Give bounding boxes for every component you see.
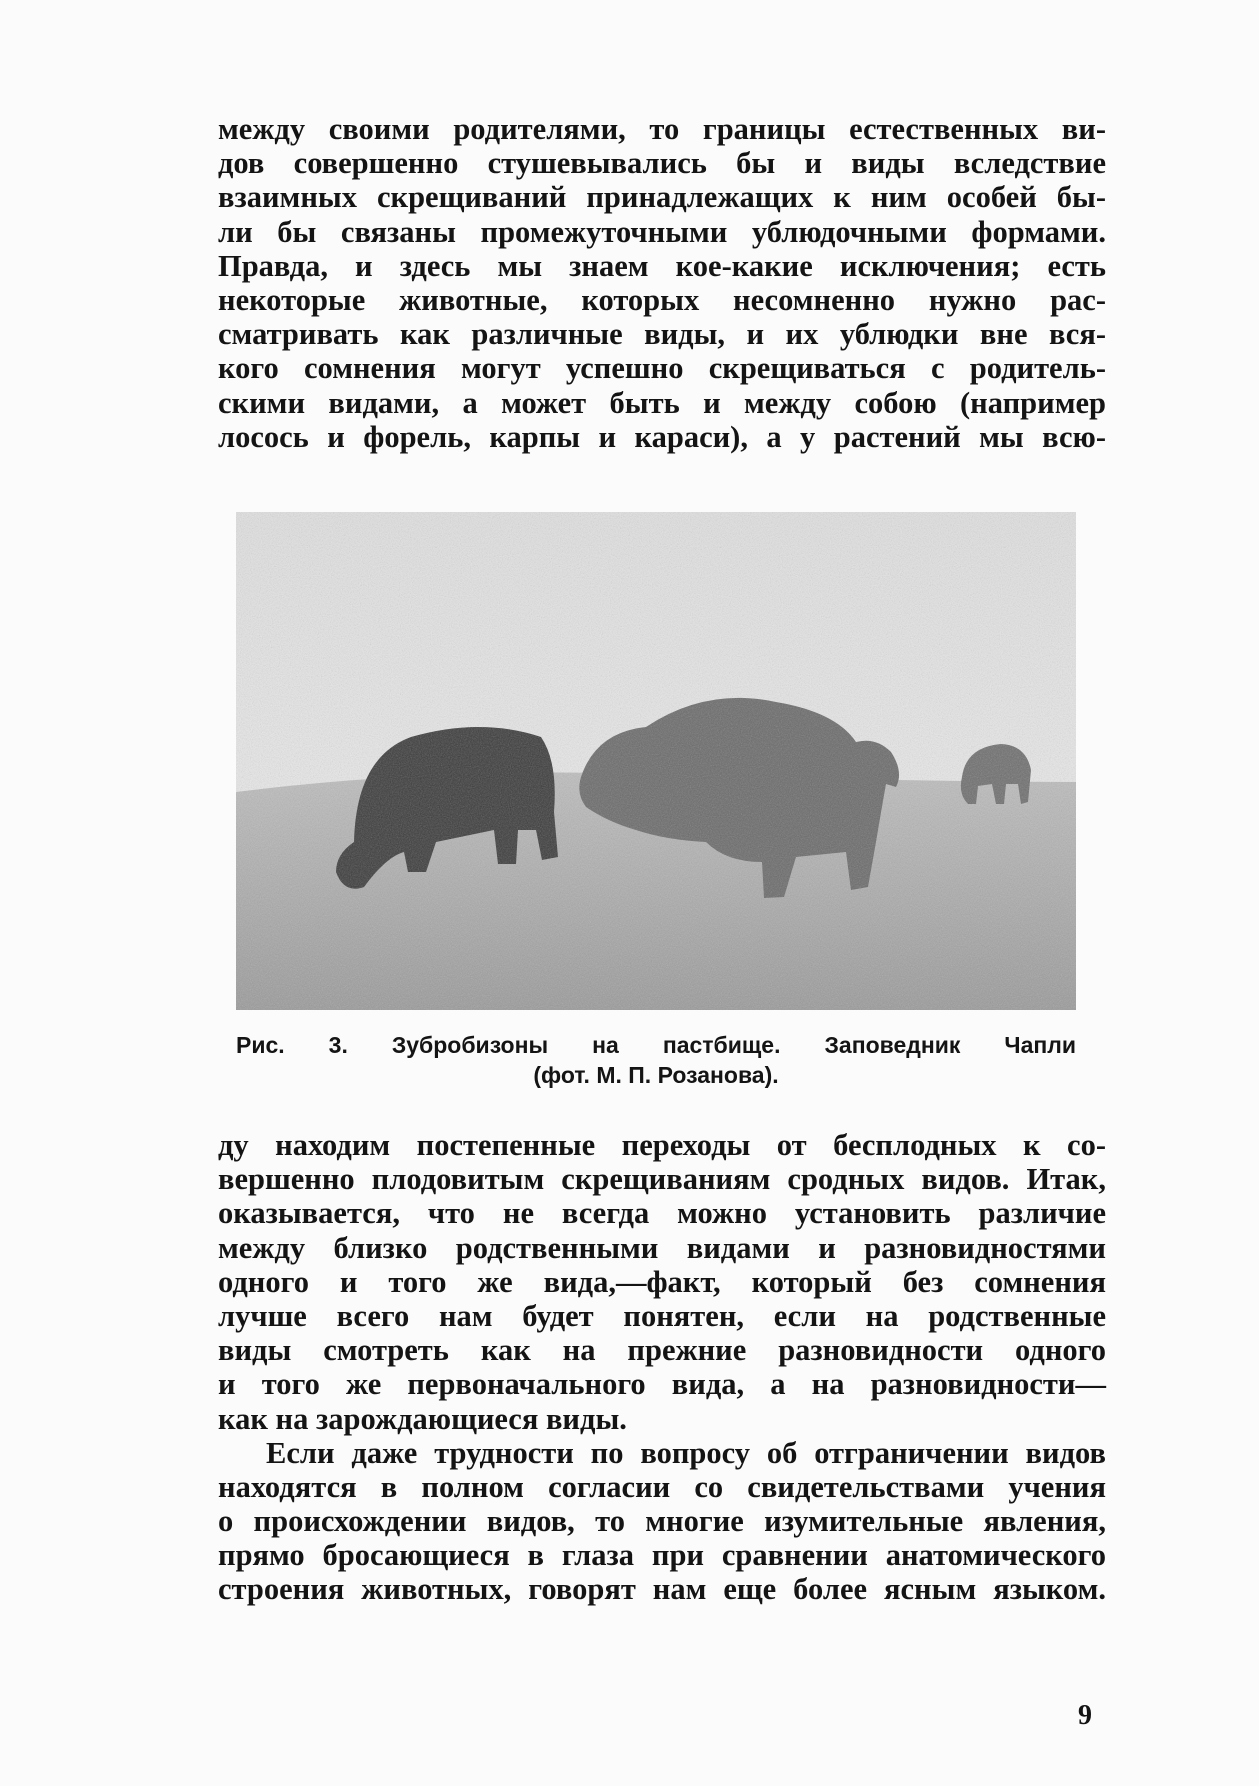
text-line: Если даже трудности по вопросу об отграничении видов (266, 1435, 1106, 1470)
caption-credit: (фот. М. П. Розанова). (533, 1062, 779, 1088)
text-line: одного и того же вида,—факт, который без сомнения (218, 1264, 1106, 1299)
text-line: лосось и форель, карпы и караси), а у растений мы всю- (218, 419, 1106, 454)
text-line: ду находим постепенные переходы от бесплодных к со- (218, 1128, 1106, 1162)
page-number: 9 (1078, 1700, 1092, 1731)
text-line: строения животных, говорят нам еще более ясным языком. (218, 1572, 1106, 1607)
text-line: Правда, и здесь мы знаем кое-какие исключения; есть (218, 248, 1106, 283)
text-line: находятся в полном согласии со свидетельствами учения (218, 1469, 1106, 1504)
bison-photo (236, 512, 1076, 1010)
text-line: кого сомнения могут успешно скрещиваться с родитель- (218, 351, 1106, 386)
paragraph-top (218, 112, 1106, 454)
text-line: виды смотреть как на прежние разновидности одного (218, 1333, 1106, 1368)
paragraph-bottom (218, 1128, 1106, 1607)
text-line: и того же первоначального вида, а на разновидности— (218, 1367, 1106, 1402)
figure-caption (236, 1030, 1076, 1090)
text-line: как на зарождающиеся виды. (218, 1401, 627, 1436)
text-line: оказывается, что не всегда можно установить различие (218, 1196, 1106, 1231)
text-line: дов совершенно стушевывались бы и виды вследствие (218, 146, 1106, 181)
text-line: сматривать как различные виды, и их ублюдки вне вся- (218, 317, 1106, 352)
text-line: между своими родителями, то границы естественных ви- (218, 112, 1106, 146)
text-line: между близко родственными видами и разновидностями (218, 1230, 1106, 1265)
text-line: вершенно плодовитым скрещиваниям сродных видов. Итак, (218, 1162, 1106, 1197)
text-line: ли бы связаны промежуточными ублюдочными формами. (218, 214, 1106, 249)
text-line: лучше всего нам будет понятен, если на родственные (218, 1298, 1106, 1333)
caption-title: Рис. 3. Зубробизоны на пастбище. Заповедник Чапли (236, 1032, 1076, 1058)
text-line: прямо бросающиеся в глаза при сравнении анатомического (218, 1538, 1106, 1573)
text-line: взаимных скрещиваний принадлежащих к ним особей бы- (218, 180, 1106, 215)
text-line: некоторые животные, которых несомненно нужно рас- (218, 282, 1106, 317)
text-line: скими видами, а может быть и между собою (например (218, 385, 1106, 420)
text-line: о происхождении видов, то многие изумительные явления, (218, 1504, 1106, 1539)
